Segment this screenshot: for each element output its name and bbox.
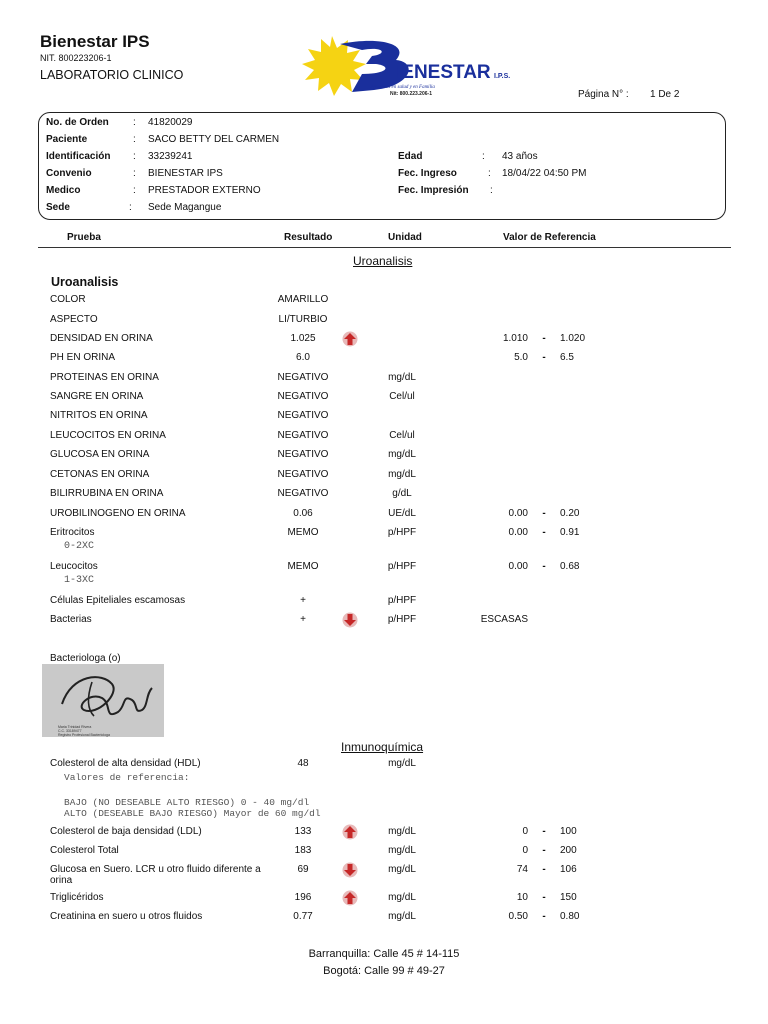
- arrow-down-icon: [342, 862, 358, 878]
- reference-min: 0.00: [508, 561, 528, 572]
- test-result: 6.0: [296, 352, 310, 363]
- result-row: [0, 508, 768, 526]
- test-name: LEUCOCITOS EN ORINA: [50, 430, 166, 441]
- reference-max: 0.91: [560, 527, 580, 538]
- reference-min: 0: [522, 826, 528, 837]
- reference-max: 6.5: [560, 352, 574, 363]
- test-name-continued: orina: [50, 875, 73, 886]
- reference-dash: -: [542, 561, 546, 572]
- colon: :: [133, 151, 136, 162]
- reference-dash: -: [542, 508, 546, 519]
- test-result: NEGATIVO: [277, 391, 329, 402]
- test-unit: p/HPF: [387, 614, 417, 625]
- reference-dash: -: [542, 352, 546, 363]
- result-row: [0, 595, 768, 613]
- reference-min: 10: [516, 892, 528, 903]
- patient-name: SACO BETTY DEL CARMEN: [148, 134, 280, 145]
- result-row: [0, 294, 768, 312]
- test-result: NEGATIVO: [277, 372, 329, 383]
- result-row: [0, 449, 768, 467]
- agreement-value: BIENESTAR IPS: [148, 168, 223, 179]
- lab-department: LABORATORIO CLINICO: [40, 68, 184, 82]
- logo-brand: IENESTAR: [396, 62, 491, 83]
- test-name: COLOR: [50, 294, 86, 305]
- test-unit: Cel/ul: [389, 391, 415, 402]
- hdl-reference-high: ALTO (DESEABLE BAJO RIESGO) Mayor de 60 mg/dl: [64, 808, 321, 819]
- test-unit: mg/dL: [388, 372, 416, 383]
- test-name: Células Epiteliales escamosas: [50, 595, 186, 606]
- colon: :: [133, 185, 136, 196]
- test-result: 1.025: [290, 333, 316, 344]
- result-row: [0, 561, 768, 586]
- test-unit: p/HPF: [387, 561, 417, 572]
- test-name: Creatinina en suero u otros fluidos: [50, 911, 203, 922]
- agreement-label: Convenio: [46, 168, 92, 179]
- reference-max: 0.80: [560, 911, 580, 922]
- footer-address-2: Bogotá: Calle 99 # 49-27: [323, 965, 445, 977]
- reference-min: 0.00: [508, 527, 528, 538]
- colon: :: [129, 202, 132, 213]
- test-note: 1-3XC: [64, 575, 95, 586]
- reference-dash: -: [542, 911, 546, 922]
- test-name: CETONAS EN ORINA: [50, 469, 150, 480]
- test-name: Leucocitos: [50, 561, 98, 572]
- order-number: 41820029: [148, 117, 193, 128]
- reference-max: 0.20: [560, 508, 580, 519]
- print-date-label: Fec. Impresión: [398, 185, 469, 196]
- test-result: AMARILLO: [277, 294, 329, 305]
- test-note: 0-2XC: [64, 541, 95, 552]
- test-name: Colesterol Total: [50, 845, 119, 856]
- test-unit: mg/dL: [388, 758, 416, 769]
- test-unit: p/HPF: [387, 595, 417, 606]
- reference-min: 74: [516, 864, 528, 875]
- test-unit: mg/dL: [388, 845, 416, 856]
- reference-dash: -: [542, 864, 546, 875]
- id-number: 33239241: [148, 151, 193, 162]
- test-name: BILIRRUBINA EN ORINA: [50, 488, 164, 499]
- test-result: LI/TURBIO: [278, 314, 328, 325]
- colon: :: [133, 168, 136, 179]
- test-name: ASPECTO: [50, 314, 98, 325]
- result-row: [0, 892, 768, 910]
- test-result: 0.06: [293, 508, 313, 519]
- test-name: UROBILINOGENO EN ORINA: [50, 508, 186, 519]
- col-test: Prueba: [67, 232, 101, 243]
- test-name: DENSIDAD EN ORINA: [50, 333, 153, 344]
- test-result: MEMO: [287, 561, 319, 572]
- id-label: Identificación: [46, 151, 111, 162]
- test-name: GLUCOSA EN ORINA: [50, 449, 150, 460]
- result-row: [0, 864, 768, 886]
- result-row: [0, 314, 768, 332]
- test-name: PH EN ORINA: [50, 352, 116, 363]
- signature-caption-1: Maria Trinidad Rivera: [58, 725, 92, 729]
- test-unit: mg/dL: [388, 864, 416, 875]
- reference-max: 150: [560, 892, 577, 903]
- col-result: Resultado: [284, 232, 333, 243]
- test-result: MEMO: [287, 527, 319, 538]
- reference-dash: -: [542, 826, 546, 837]
- signature-caption-3: Registro Profesional Bacteriologa: [58, 733, 110, 737]
- signature-image: [42, 664, 164, 737]
- reference-max: 200: [560, 845, 577, 856]
- reference-min: 0.00: [508, 508, 528, 519]
- test-result: 0.77: [293, 911, 313, 922]
- age-value: 43 años: [502, 151, 538, 162]
- result-row: [0, 469, 768, 487]
- result-row: [0, 333, 768, 351]
- test-name: NITRITOS EN ORINA: [50, 410, 148, 421]
- test-name: Colesterol de baja densidad (LDL): [50, 826, 202, 837]
- result-row: [0, 430, 768, 448]
- test-result: 183: [294, 845, 312, 856]
- test-result: NEGATIVO: [277, 488, 329, 499]
- section-title-inmunoquimica: Inmunoquímica: [341, 740, 424, 754]
- reference-max: 0.68: [560, 561, 580, 572]
- result-row: [0, 826, 768, 844]
- reference-dash: -: [542, 333, 546, 344]
- reference-max: 106: [560, 864, 577, 875]
- logo-suffix: I.P.S.: [494, 73, 511, 80]
- test-unit: mg/dL: [388, 826, 416, 837]
- test-name: Colesterol de alta densidad (HDL): [50, 758, 201, 769]
- result-row: [0, 911, 768, 929]
- patient-label: Paciente: [46, 134, 88, 145]
- page-label: Página N° :: [578, 89, 629, 100]
- logo-nit: Nit: 800.223.206-1: [390, 91, 432, 97]
- test-result: NEGATIVO: [277, 410, 329, 421]
- test-result: 69: [297, 864, 309, 875]
- reference-min: ESCASAS: [480, 614, 528, 625]
- test-unit: Cel/ul: [389, 430, 415, 441]
- arrow-up-icon: [342, 890, 358, 906]
- hdl-reference-low: BAJO (NO DESEABLE ALTO RIESGO) 0 - 40 mg/dl: [64, 797, 310, 808]
- lab-nit: NIT. 800223206-1: [40, 53, 112, 63]
- test-unit: mg/dL: [388, 892, 416, 903]
- sun-logo-icon: [300, 34, 530, 98]
- reference-dash: -: [542, 527, 546, 538]
- test-unit: mg/dL: [388, 449, 416, 460]
- test-result: NEGATIVO: [277, 430, 329, 441]
- col-unit: Unidad: [388, 232, 422, 243]
- arrow-down-icon: [342, 612, 358, 628]
- signature-caption-2: C.C. 33189477: [58, 729, 82, 733]
- test-result: NEGATIVO: [277, 449, 329, 460]
- site-label: Sede: [46, 202, 70, 213]
- test-result: +: [300, 595, 306, 606]
- site-value: Sede Magangue: [148, 202, 222, 213]
- test-result: 48: [297, 758, 309, 769]
- reference-max: 1.020: [560, 333, 586, 344]
- test-name: Triglicéridos: [50, 892, 104, 903]
- test-result: NEGATIVO: [277, 469, 329, 480]
- reference-min: 1.010: [502, 333, 528, 344]
- doctor-value: PRESTADOR EXTERNO: [148, 185, 261, 196]
- result-row: [0, 352, 768, 370]
- result-row: [0, 614, 768, 632]
- section-title-uroanalisis: Uroanalisis: [353, 254, 413, 268]
- reference-max: 100: [560, 826, 577, 837]
- arrow-up-icon: [342, 331, 358, 347]
- result-row: [0, 527, 768, 552]
- admission-date-label: Fec. Ingreso: [398, 168, 457, 179]
- colon: :: [133, 117, 136, 128]
- test-name: Bacterias: [50, 614, 92, 625]
- colon: :: [482, 151, 485, 162]
- lab-name: Bienestar IPS: [40, 32, 150, 51]
- age-label: Edad: [398, 151, 423, 162]
- result-row: [0, 410, 768, 428]
- patient-info-box: [38, 112, 726, 220]
- test-name: Glucosa en Suero. LCR u otro fluido diferente a: [50, 864, 261, 875]
- test-name: SANGRE EN ORINA: [50, 391, 144, 402]
- test-unit: UE/dL: [388, 508, 416, 519]
- arrow-up-icon: [342, 824, 358, 840]
- test-name: Eritrocitos: [50, 527, 95, 538]
- page-number: 1 De 2: [650, 89, 680, 100]
- hdl-reference-note: Valores de referencia:: [64, 772, 190, 783]
- header-divider: [38, 247, 731, 248]
- colon: :: [133, 134, 136, 145]
- admission-date-value: 18/04/22 04:50 PM: [502, 168, 587, 179]
- colon: :: [490, 185, 493, 196]
- order-label: No. de Orden: [46, 117, 109, 128]
- result-row: [0, 845, 768, 863]
- subsection-title: Uroanalisis: [51, 275, 119, 289]
- signature-label: Bacteriologa (o): [50, 653, 121, 664]
- col-reference: Valor de Referencia: [503, 232, 596, 243]
- result-row: [0, 391, 768, 409]
- test-unit: mg/dL: [388, 469, 416, 480]
- doctor-label: Medico: [46, 185, 81, 196]
- reference-min: 0.50: [508, 911, 528, 922]
- logo-slogan: Pensamos en salud y en Familia: [370, 85, 435, 90]
- reference-dash: -: [542, 845, 546, 856]
- reference-min: 0: [522, 845, 528, 856]
- colon: :: [488, 168, 491, 179]
- result-row: [0, 372, 768, 390]
- test-unit: g/dL: [392, 488, 412, 499]
- test-unit: p/HPF: [387, 527, 417, 538]
- reference-min: 5.0: [514, 352, 528, 363]
- reference-dash: -: [542, 892, 546, 903]
- test-result: +: [300, 614, 306, 625]
- result-row: [0, 488, 768, 506]
- test-result: 196: [294, 892, 312, 903]
- test-name: PROTEINAS EN ORINA: [50, 372, 159, 383]
- test-result: 133: [294, 826, 312, 837]
- footer-address-1: Barranquilla: Calle 45 # 14-115: [308, 948, 460, 960]
- bienestar-logo: [300, 34, 530, 98]
- test-unit: mg/dL: [388, 911, 416, 922]
